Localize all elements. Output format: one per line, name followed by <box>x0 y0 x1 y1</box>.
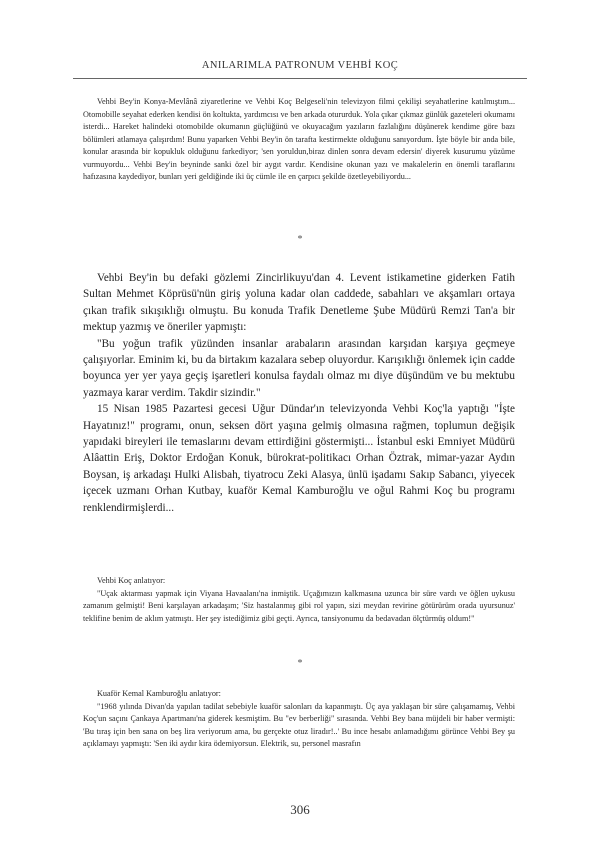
quoted-letter: "Bu yoğun trafik yüzünden insanlar arabaların arasından karşıdan karşıya geçmeye çalışıyorlar. Eminim ki, bu da birtakım kazalara sebep oluyordur. Karışıklığı önlemek için cadde boyunca yer yer yaya geçiş işaretleri konulsa faydalı olmaz mı diye düşündüm ve bu mektubu yazmaya karar verdim. Takdir sizindir." <box>83 337 515 399</box>
section-separator: * <box>297 658 303 669</box>
header-rule <box>73 78 527 79</box>
quote-intro: Kuaför Kemal Kamburoğlu anlatıyor: <box>97 689 221 698</box>
section-3 <box>83 575 515 625</box>
section-2 <box>83 270 515 516</box>
quote-intro: Vehbi Koç anlatıyor: <box>97 576 166 585</box>
paragraph: 15 Nisan 1985 Pazartesi gecesi Uğur Dündar'ın televizyonda Vehbi Koç'la yaptığı "İşte Hayatınız!" programı, onun, seksen dört yaşına gelmiş olmasına rağmen, toplumun değişik yapıdaki bireyleri ile temaslarını devam ettirdiğini göstermişti... İstanbul eski Emniyet Müdürü Alâattin Eriş, Doktor Erdoğan Konuk, bürokrat-politikacı Orhan Öztrak, mimar-yazar Aydın Boysan, iş arkadaşı Hulki Alisbah, tiyatrocu Zeki Alasya, ünlü işadamı Sakıp Sabancı, yiyecek içecek uzmanı Orhan Kutbay, kuaför Kemal Kamburoğlu ve oğul Rahmi Koç bu programı renklendirmişlerdi... <box>83 403 515 514</box>
paragraph: Vehbi Bey'in bu defaki gözlemi Zincirlikuyu'dan 4. Levent istikametine giderken Fatih Sultan Mehmet Köprüsü'nün giriş yoluna kadar olan caddede, sabahları ve akşamları ortaya çıkan trafik sıkışıklığı olmuştu. Bu konuda Trafik Denetleme Şube Müdürü Remzi Tan'a bir mektup yazmış ve öneriler yapmıştı: <box>83 272 515 334</box>
paragraph: Vehbi Bey'in Konya-Mevlânâ ziyaretlerine ve Vehbi Koç Belgeseli'nin televizyon filmi çekilişi seyahatlerine katılmıştım... Otomobille seyahat ederken kendisi ön koltukta, yardımcısı ve ben arkada otururduk. Yola çıkar çıkmaz günlük gazeteleri okumamı isterdi... Hareket halindeki otomobilde okumanın güçlüğünü ve okuyacağım yazıların fazlalığını düşünerek kendime göre bazı bölümleri atlamaya çalışırdım! Bunu yaparken Vehbi Bey'in ön tarafta kestirmekte olduğunu sanıyordum. İşte böyle bir anda bile, konular arasında bir kopukluk olduğunu farkediyor; 'sen yoruldun,biraz dinlen sonra devam edersin' diyerek kusurumu yüzüme vurmuyordu... Vehbi Bey'in beyninde sanki özel bir aygıt vardır. Kendisine okunan yazı ve makalelerin en önemli taraflarını hafızasına kaydediyor, bunları yeri geldiğinde iki üç cümle ile en çarpıcı şekilde özetleyebiliyordu... <box>83 97 515 181</box>
quoted-anecdote: "Uçak aktarması yapmak için Viyana Havaalanı'na inmiştik. Uçağımızın kalkmasına uzunca bir süre vardı ve öğlen uykusu zamanım gelmişti! Beni karşılayan arkadaşım; 'Siz hastalanmış gibi rol yapın, sizi meydan revirine götürürüm orada uyursunuz' teklifine benim de aklım yatmıştı. Her şey istediğimiz gibi geçti. Ayrıca, tansiyonumu da bedavadan ölçtürmüş oldum!" <box>83 588 515 623</box>
section-4 <box>83 688 515 751</box>
quoted-anecdote: "1968 yılında Divan'da yapılan tadilat sebebiyle kuaför salonları da kapanmıştı. Üç aya yaklaşan bir süre çalışamamış, Vehbi Koç'un saçını Çankaya Apartmanı'na giderek kesmiştim. Bu "ev berberliği" sırasında. Vehbi Bey bana müjdeli bir haber vermişti: 'Bu tıraş için ben sana on beş lira veriyorum ama, bu gerçekte otuz liradır!..' Bu ince hesabı anlamadığımı görünce Vehbi Bey şu açıklamayı yapmıştı: 'Sen iki aydır kira ödemiyorsun. Elektrik, su, personel masrafın <box>83 701 515 748</box>
section-separator: * <box>297 234 303 245</box>
section-1 <box>83 96 515 184</box>
running-title: ANILARIMLA PATRONUM VEHBİ KOÇ <box>201 60 399 71</box>
page-number: 306 <box>290 802 310 817</box>
